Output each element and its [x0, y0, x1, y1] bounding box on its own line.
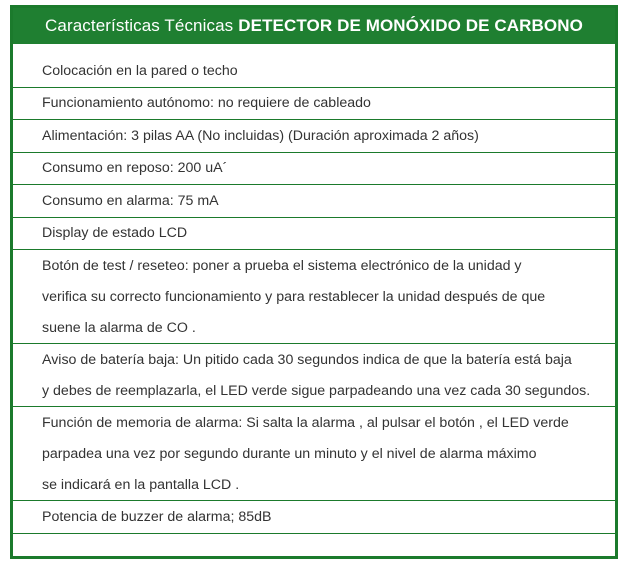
spec-text: suene la alarma de CO . — [42, 319, 196, 336]
spec-row — [13, 250, 615, 344]
spec-text: Consumo en reposo: 200 uA´ — [42, 160, 228, 177]
spec-row — [13, 185, 615, 218]
spec-row — [13, 55, 615, 88]
spec-text: Botón de test / reseteo: poner a prueba el sistema electrónico de la unidad y — [42, 257, 522, 274]
spec-text: Funcionamiento autónomo: no requiere de cableado — [42, 95, 371, 112]
header-title-light: Características Técnicas — [45, 16, 234, 35]
spec-rows — [13, 55, 615, 566]
spec-row — [13, 218, 615, 251]
spec-text: Potencia de buzzer de alarma; 85dB — [42, 508, 272, 525]
spec-text: Colocación en la pared o techo — [42, 62, 238, 79]
header-title-bold: DETECTOR DE MONÓXIDO DE CARBONO — [238, 16, 583, 35]
spec-text: se indicará en la pantalla LCD . — [42, 476, 240, 493]
spec-text: parpadea una vez por segundo durante un minuto y el nivel de alarma máximo — [42, 445, 537, 462]
spec-row — [13, 120, 615, 153]
spec-table — [10, 5, 618, 559]
spec-text: Aviso de batería baja: Un pitido cada 30 segundos indica de que la batería está baja — [42, 351, 572, 368]
spec-row — [13, 153, 615, 186]
spec-row — [13, 88, 615, 121]
table-header — [13, 8, 615, 44]
spec-row — [13, 501, 615, 534]
spec-text: Consumo en alarma: 75 mA — [42, 192, 219, 209]
spec-text: Alimentación: 3 pilas AA (No incluidas) (Duración aproximada 2 años) — [42, 127, 479, 144]
spec-row — [13, 344, 615, 407]
spec-row-empty — [13, 534, 615, 566]
spec-text: y debes de reemplazarla, el LED verde sigue parpadeando una vez cada 30 segundos. — [42, 382, 591, 399]
spec-text: Display de estado LCD — [42, 225, 188, 242]
spec-row — [13, 407, 615, 501]
spec-text: Función de memoria de alarma: Si salta la alarma , al pulsar el botón , el LED verde — [42, 414, 569, 431]
spec-text: verifica su correcto funcionamiento y para restablecer la unidad después de que — [42, 288, 546, 305]
